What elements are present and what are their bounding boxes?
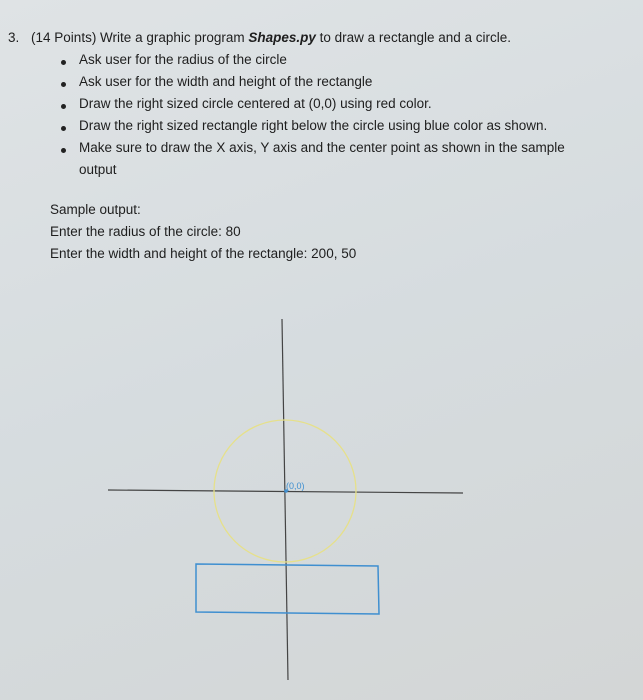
- y-axis: [282, 319, 288, 680]
- sample-heading: Sample output:: [50, 202, 141, 217]
- bullet-text: Ask user for the width and height of the rectangle: [79, 74, 373, 89]
- bullet-text: Make sure to draw the X axis, Y axis and the center point as shown in the sample: [79, 140, 565, 155]
- program-name: Shapes.py: [248, 30, 316, 45]
- bullet-text-continued: output: [79, 162, 117, 177]
- sample-rect-line: Enter the width and height of the rectangle: 200, 50: [50, 246, 357, 261]
- question-number: 3.: [8, 30, 20, 45]
- sample-radius-line: Enter the radius of the circle: 80: [50, 224, 241, 239]
- question-intro-suffix: to draw a rectangle and a circle.: [315, 30, 512, 45]
- question-intro: (14 Points) Write a graphic program: [31, 30, 249, 45]
- bullet-text: Ask user for the radius of the circle: [79, 52, 287, 67]
- center-label: (0,0): [286, 481, 305, 491]
- bullet-text: Draw the right sized circle centered at (0,0) using red color.: [79, 96, 432, 111]
- rectangle-shape: [196, 564, 379, 614]
- bullet-text: Draw the right sized rectangle right below the circle using blue color as shown.: [79, 118, 548, 133]
